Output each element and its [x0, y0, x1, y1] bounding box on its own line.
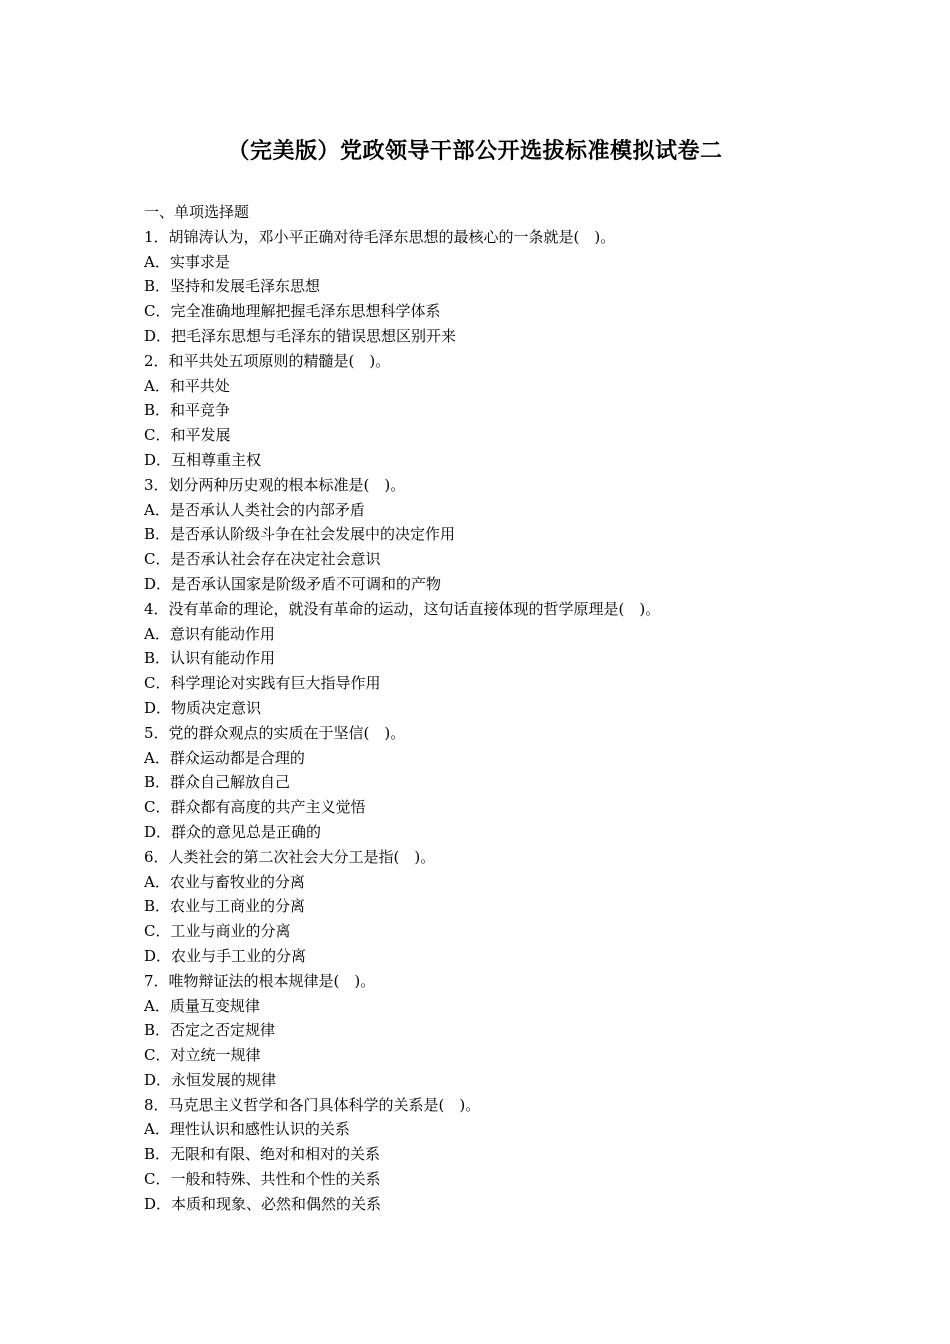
option-b: B．否定之否定规律 [144, 1021, 276, 1040]
question-7 [144, 969, 844, 1093]
option-a: A．和平共处 [144, 376, 230, 395]
question-stem: 3．划分两种历史观的根本标准是( )。 [144, 475, 406, 494]
option-c: C．是否承认社会存在决定社会意识 [144, 550, 381, 569]
option-d: D．永恒发展的规律 [144, 1070, 277, 1089]
option-a: A．是否承认人类社会的内部矛盾 [144, 500, 365, 519]
option-b: B．群众自己解放自己 [144, 773, 291, 792]
option-c: C．完全准确地理解把握毛泽东思想科学体系 [144, 302, 441, 321]
option-a: A．农业与畜牧业的分离 [144, 872, 305, 891]
question-stem: 4．没有革命的理论，就没有革命的运动，这句话直接体现的哲学原理是( )。 [144, 599, 661, 618]
question-stem: 1．胡锦涛认为，邓小平正确对待毛泽东思想的最核心的一条就是( )。 [144, 227, 616, 246]
option-c: C．群众都有高度的共产主义觉悟 [144, 798, 366, 817]
question-5 [144, 721, 844, 845]
option-b: B．农业与工商业的分离 [144, 897, 306, 916]
option-d: D．本质和现象、必然和偶然的关系 [144, 1194, 382, 1213]
question-stem: 2．和平共处五项原则的精髓是( )。 [144, 351, 391, 370]
option-d: D．物质决定意识 [144, 698, 262, 717]
question-4 [144, 597, 844, 721]
option-c: C．工业与商业的分离 [144, 922, 291, 941]
option-b: B．和平竞争 [144, 401, 231, 420]
question-stem: 6．人类社会的第二次社会大分工是指( )。 [144, 847, 436, 866]
option-c: C．对立统一规律 [144, 1046, 261, 1065]
option-a: A．理性认识和感性认识的关系 [144, 1120, 350, 1139]
question-1 [144, 225, 844, 349]
option-d: D．互相尊重主权 [144, 450, 262, 469]
section-heading: 一、单项选择题 [144, 203, 250, 221]
option-a: A．质量互变规律 [144, 996, 260, 1015]
option-d: D．农业与手工业的分离 [144, 946, 307, 965]
question-stem: 7．唯物辩证法的根本规律是( )。 [144, 971, 376, 990]
option-a: A．群众运动都是合理的 [144, 748, 305, 767]
question-6 [144, 845, 844, 969]
question-3 [144, 473, 844, 597]
question-stem: 8．马克思主义哲学和各门具体科学的关系是( )。 [144, 1095, 481, 1114]
question-2 [144, 349, 844, 473]
option-c: C．一般和特殊、共性和个性的关系 [144, 1170, 381, 1189]
document-body [144, 200, 844, 1217]
question-stem: 5．党的群众观点的实质在于坚信( )。 [144, 723, 406, 742]
option-c: C．和平发展 [144, 426, 231, 445]
question-8 [144, 1093, 844, 1217]
option-b: B．是否承认阶级斗争在社会发展中的决定作用 [144, 525, 456, 544]
option-a: A．意识有能动作用 [144, 624, 275, 643]
option-d: D．群众的意见总是正确的 [144, 822, 322, 841]
option-d: D．把毛泽东思想与毛泽东的错误思想区别开来 [144, 326, 457, 345]
option-d: D．是否承认国家是阶级矛盾不可调和的产物 [144, 574, 442, 593]
option-a: A．实事求是 [144, 252, 230, 271]
document-title: （完美版）党政领导干部公开选拔标准模拟试卷二 [227, 139, 723, 164]
option-c: C．科学理论对实践有巨大指导作用 [144, 674, 381, 693]
option-b: B．坚持和发展毛泽东思想 [144, 277, 321, 296]
option-b: B．认识有能动作用 [144, 649, 276, 668]
option-b: B．无限和有限、绝对和相对的关系 [144, 1145, 381, 1164]
